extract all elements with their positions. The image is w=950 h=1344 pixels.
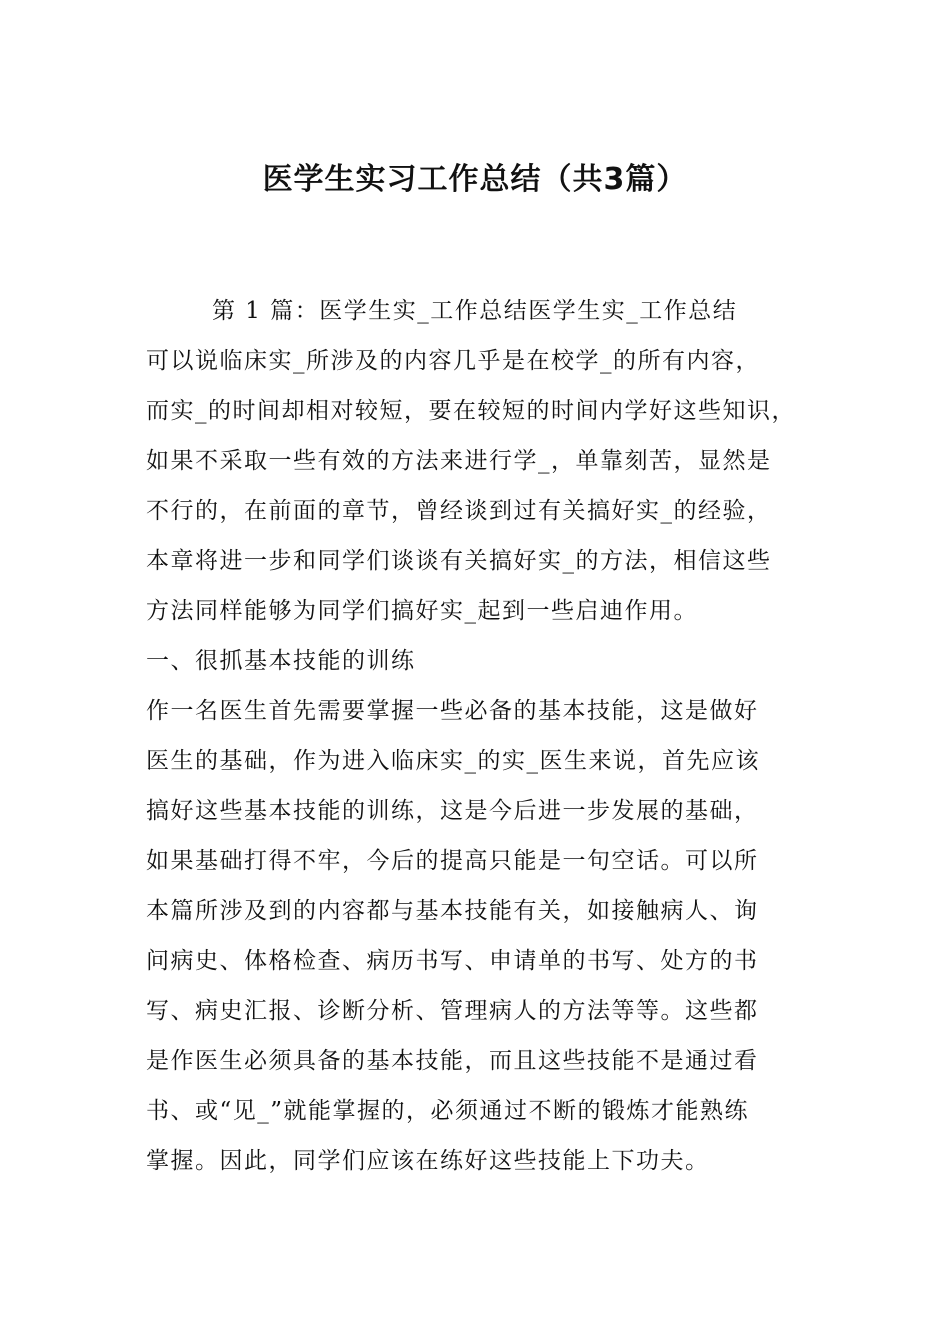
body-line: 可以说临床实_所涉及的内容几乎是在校学_的所有内容， [146,348,760,374]
body-line: 不行的，在前面的章节，曾经谈到过有关搞好实_的经验， [146,498,772,524]
body-line: 本篇所涉及到的内容都与基本技能有关，如接触病人、询 [146,898,759,924]
body-line: 如果不采取一些有效的方法来进行学_，单靠刻苦，显然是 [146,448,772,474]
body-line: 问病史、体格检查、病历书写、申请单的书写、处方的书 [146,948,759,974]
document-title: 医学生实习工作总结（共3篇） [262,162,688,197]
chapter-heading: 第 1 篇：医学生实_工作总结医学生实_工作总结 [212,298,738,324]
body-line: 方法同样能够为同学们搞好实_起到一些启迪作用。 [146,598,698,624]
body-line: 书、或“见_”就能掌握的，必须通过不断的锻炼才能熟练 [146,1098,750,1124]
body-line: 作一名医生首先需要掌握一些必备的基本技能，这是做好 [146,698,759,724]
body-line: 医生的基础，作为进入临床实_的实_医生来说，首先应该 [146,748,760,774]
document-body [146,286,836,1186]
body-line: 本章将进一步和同学们谈谈有关搞好实_的方法，相信这些 [146,548,772,574]
body-line: 如果基础打得不牢，今后的提高只能是一句空话。可以所 [146,848,759,874]
body-line: 而实_的时间却相对较短，要在较短的时间内学好这些知识， [146,398,796,424]
body-line: 是作医生必须具备的基本技能，而且这些技能不是通过看 [146,1048,759,1074]
body-line: 搞好这些基本技能的训练，这是今后进一步发展的基础， [146,798,759,824]
body-line: 写、病史汇报、诊断分析、管理病人的方法等等。这些都 [146,998,759,1024]
section-heading: 一、很抓基本技能的训练 [146,648,416,674]
body-line: 掌握。因此，同学们应该在练好这些技能上下功夫。 [146,1148,710,1174]
